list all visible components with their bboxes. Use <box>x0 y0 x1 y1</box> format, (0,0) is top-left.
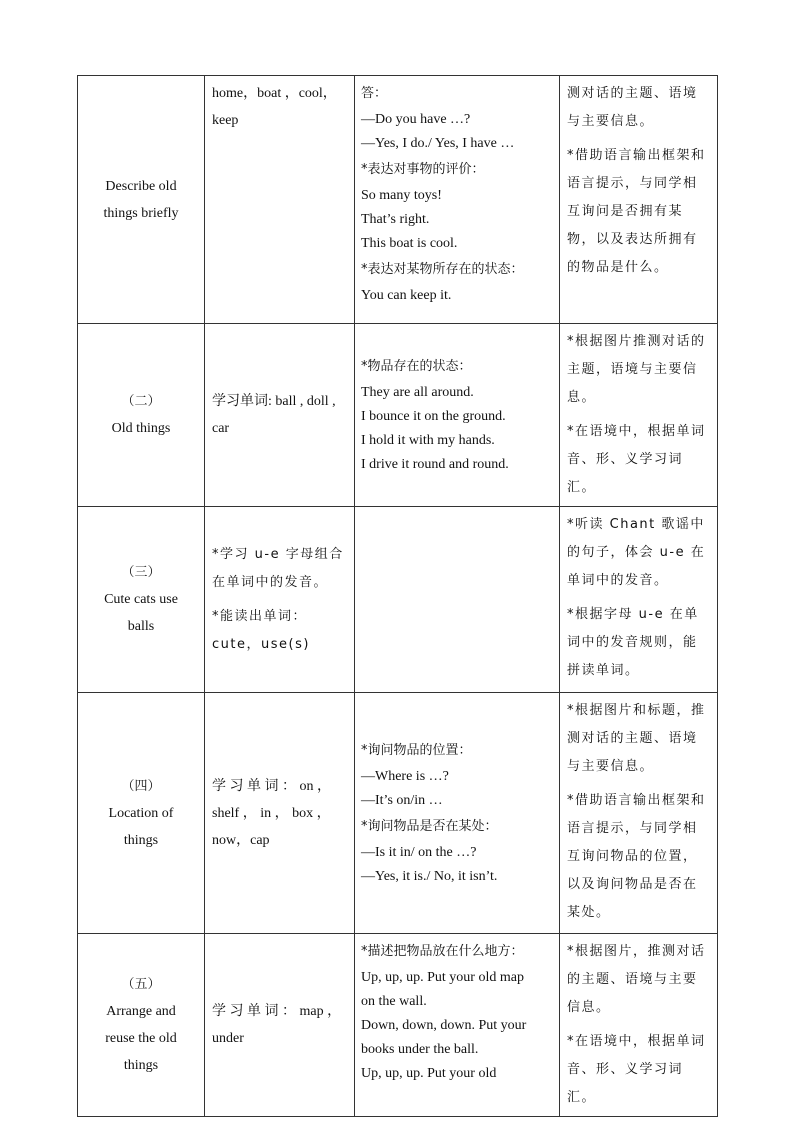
example-sentence: I hold it with my hands. <box>361 433 495 448</box>
pattern-heading: *询问物品的位置： <box>361 743 472 758</box>
topic-cell <box>78 934 205 1117</box>
lesson-plan-table <box>77 75 718 1117</box>
vocabulary-line: car <box>212 421 230 436</box>
vocabulary-cell <box>205 324 355 507</box>
example-sentence: —Is it in/ on the …? <box>361 845 477 860</box>
example-sentence: —Yes, I do./ Yes, I have … <box>361 136 515 151</box>
vocabulary-line: shelf ， in ， box ， <box>212 805 331 821</box>
vocabulary-line: 学 习 单 词 ： on ， <box>212 778 331 794</box>
table-row <box>78 507 718 693</box>
topic-title-line: Location of <box>108 805 174 821</box>
pattern-heading: *询问物品是否在某处： <box>361 819 498 834</box>
example-sentence: on the wall. <box>361 994 427 1009</box>
vocabulary-cell <box>205 507 355 693</box>
section-number: （五） <box>121 977 161 992</box>
example-sentence: —Yes, it is./ No, it isn’t. <box>361 869 498 884</box>
learning-goal: *根据图片推测对话的主题，语境与主要信息。 <box>567 334 706 405</box>
example-sentence: You can keep it. <box>361 288 452 303</box>
topic-cell <box>78 324 205 507</box>
example-sentence: —Where is …? <box>361 769 449 784</box>
vocabulary-cell <box>205 76 355 324</box>
pattern-heading: *描述把物品放在什么地方： <box>361 944 524 959</box>
learning-goal-cell <box>560 934 718 1117</box>
vocabulary-line: 学 习 单 词 ： map ， <box>212 1004 342 1019</box>
table-row <box>78 324 718 507</box>
example-sentence: Down, down, down. Put your <box>361 1018 527 1033</box>
vocabulary-line: *能读出单词：cute，use(s) <box>212 608 310 652</box>
topic-title-line: balls <box>127 619 155 634</box>
vocabulary-line: 学习单词: ball , doll , <box>212 394 336 409</box>
pattern-heading: *表达对某物所存在的状态： <box>361 262 524 277</box>
example-sentence: This boat is cool. <box>361 236 458 251</box>
pattern-heading: 答： <box>361 86 388 101</box>
learning-goal: *借助语言输出框架和语言提示，与同学相互询问物品的位置，以及询问物品是否在某处。 <box>567 793 706 920</box>
example-sentence: —It’s on/in … <box>361 793 443 808</box>
learning-goal: *听读 Chant 歌谣中的句子，体会 u-e 在单词中的发音。 <box>567 517 706 588</box>
example-sentence: Up, up, up. Put your old map <box>361 970 524 985</box>
pattern-heading: *表达对事物的评价： <box>361 162 485 177</box>
learning-goal-cell <box>560 507 718 693</box>
vocabulary-line: keep <box>212 113 239 128</box>
topic-title-line: Arrange and <box>106 1004 176 1019</box>
learning-goal-cell <box>560 76 718 324</box>
example-sentence: Up, up, up. Put your old <box>361 1066 497 1081</box>
vocabulary-cell <box>205 934 355 1117</box>
table-row <box>78 76 718 324</box>
example-sentence: They are all around. <box>361 385 474 400</box>
section-number: （三） <box>121 565 161 580</box>
topic-title-line: things briefly <box>103 205 179 221</box>
example-sentence: books under the ball. <box>361 1042 479 1057</box>
table-row <box>78 693 718 934</box>
topic-cell <box>78 507 205 693</box>
topic-title-line: Describe old <box>105 178 177 194</box>
learning-goal: *根据图片，推测对话的主题、语境与主要信息。 <box>567 944 706 1015</box>
learning-goal-cell <box>560 324 718 507</box>
vocabulary-line: *学习 u-e 字母组合在单词中的发音。 <box>212 546 344 590</box>
table-row <box>78 934 718 1117</box>
sentence-pattern-cell <box>355 693 560 934</box>
topic-cell <box>78 76 205 324</box>
topic-title-line: things <box>123 1058 159 1073</box>
sentence-pattern-cell <box>355 76 560 324</box>
learning-goal: *在语境中，根据单词音、形、义学习词汇。 <box>567 424 706 495</box>
topic-title-line: Cute cats use <box>104 592 178 607</box>
learning-goal-cell <box>560 693 718 934</box>
section-number: （四） <box>121 778 161 794</box>
vocabulary-line: home，boat ，cool， <box>212 86 337 101</box>
topic-title-line: reuse the old <box>105 1031 177 1046</box>
vocabulary-line: now，cap <box>212 832 270 848</box>
example-sentence: —Do you have …? <box>361 112 471 127</box>
learning-goal: *根据字母 u-e 在单词中的发音规则，能拼读单词。 <box>567 607 699 678</box>
example-sentence: So many toys! <box>361 188 442 203</box>
section-number: （二） <box>121 394 161 409</box>
vocabulary-line: under <box>212 1031 244 1046</box>
vocabulary-cell <box>205 693 355 934</box>
topic-title-line: Old things <box>111 421 171 436</box>
learning-goal: *根据图片和标题，推测对话的主题、语境与主要信息。 <box>567 703 706 774</box>
example-sentence: I bounce it on the ground. <box>361 409 506 424</box>
sentence-pattern-cell <box>355 324 560 507</box>
learning-goal: 测对话的主题、语境与主要信息。 <box>567 86 698 129</box>
topic-cell <box>78 693 205 934</box>
example-sentence: That’s right. <box>361 212 430 227</box>
learning-goal: *借助语言输出框架和语言提示，与同学相互询问是否拥有某物，以及表达所拥有的物品是什么。 <box>567 148 706 275</box>
pattern-heading: *物品存在的状态： <box>361 359 472 374</box>
topic-title-line: things <box>123 832 159 848</box>
example-sentence: I drive it round and round. <box>361 457 509 472</box>
sentence-pattern-cell <box>355 507 560 693</box>
learning-goal: *在语境中，根据单词音、形、义学习词汇。 <box>567 1034 706 1105</box>
sentence-pattern-cell <box>355 934 560 1117</box>
